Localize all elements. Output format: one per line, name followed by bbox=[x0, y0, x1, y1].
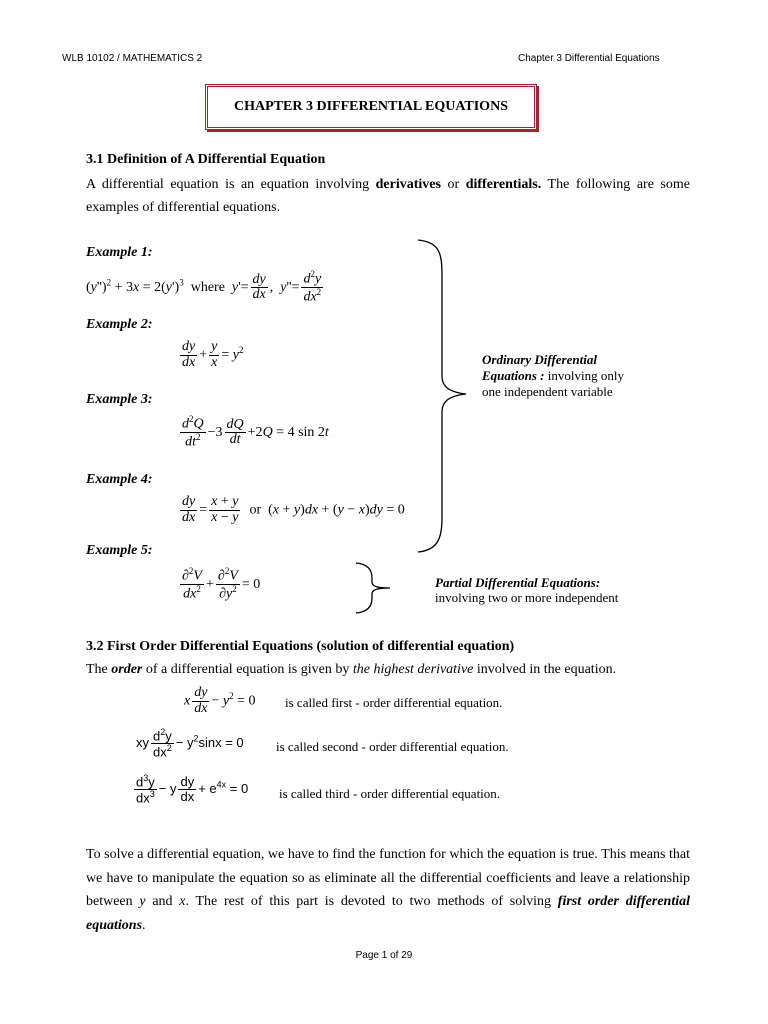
closing-text-e: . bbox=[142, 917, 146, 933]
chapter-title-box bbox=[205, 84, 537, 130]
example-5-label: Example 5: bbox=[86, 543, 153, 558]
second-order-equation: xy $\frac{d^2y}{dx^2}$ − $y^2\sin x = 0$ bbox=[136, 727, 244, 760]
intro-paragraph bbox=[86, 173, 690, 219]
order-word: order bbox=[111, 662, 143, 677]
example-2-label: Example 2: bbox=[86, 317, 153, 332]
intro-text-c: or bbox=[440, 177, 466, 192]
closing-paragraph bbox=[86, 843, 690, 937]
order-text-c: of a differential equation is given by bbox=[142, 662, 353, 677]
closing-text-b: and bbox=[145, 894, 180, 909]
example-3-equation: $\frac{d^2Q}{dt^2}$ −3 $\frac{dQ}{dt}$ +2Q = 4 sin 2t bbox=[182, 414, 329, 450]
ode-note bbox=[482, 352, 632, 400]
closing-text-a: To solve a differential equation, we have to find the function for which the equation is true. This means that we have to manipulate the equation so as eliminate all the differential coefficients and leave a relationship between bbox=[86, 847, 690, 909]
closing-var-x: x bbox=[179, 894, 186, 909]
example-4-equation: $\frac{dy}{dx}$ = $\frac{x + y}{x - y}$ or (x + y)dx + (y − x)dy = 0 bbox=[182, 494, 405, 525]
ode-note-body: involving only one independent variable bbox=[482, 368, 624, 399]
header-left: WLB 10102 / MATHEMATICS 2 bbox=[62, 53, 203, 64]
section-3-2-heading: 3.2 First Order Differential Equations (solution of differential equation) bbox=[86, 639, 515, 654]
pde-brace-icon bbox=[354, 560, 394, 616]
second-order-caption: is called second - order differential equation. bbox=[276, 739, 509, 754]
intro-differentials: differentials. bbox=[465, 177, 542, 192]
highest-derivative: the highest derivative bbox=[352, 662, 474, 677]
ode-note-title: Ordinary Differential Equations : bbox=[482, 352, 597, 383]
order-text-e: involved in the equation. bbox=[473, 662, 617, 677]
closing-first-order: first order differential equations bbox=[86, 894, 690, 933]
first-order-caption: is called first - order differential equation. bbox=[285, 695, 503, 710]
example-1-equation: $(y'')^2 + 3x = 2(y')^3$ where y'= $\frac{dy}{dx}$ , y''= $\frac{d^2y}{dx^2}$ bbox=[86, 269, 322, 305]
example-3-label: Example 3: bbox=[86, 392, 153, 407]
pde-note-body: involving two or more independent bbox=[435, 590, 619, 605]
intro-text-e: The following are some examples of differential equations. bbox=[86, 177, 690, 215]
chapter-title: CHAPTER 3 DIFFERENTIAL EQUATIONS bbox=[234, 99, 508, 114]
example-5-equation: $\frac{\partial^2V}{dx^2}$ + $\frac{\partial^2V}{\partial y^2}$ = 0 bbox=[182, 566, 261, 602]
third-order-equation: $\frac{d^3y}{dx^3}$ − y $\frac{dy}{dx}$ + $e^{4x} = 0$ bbox=[136, 773, 249, 806]
example-2-equation: $\frac{dy}{dx}$ + $\frac{y}{x}$ = $y^2$ bbox=[182, 339, 244, 370]
example-4-label: Example 4: bbox=[86, 472, 153, 487]
closing-text-c: . The rest of this part is devoted to two methods of solving bbox=[185, 894, 558, 909]
intro-text-a: A differential equation is an equation involving bbox=[86, 177, 376, 192]
closing-var-y: y bbox=[139, 894, 146, 909]
section-3-1-heading: 3.1 Definition of A Differential Equation bbox=[86, 152, 326, 167]
order-sentence bbox=[86, 662, 616, 678]
order-text-a: The bbox=[86, 662, 112, 677]
pde-note-title: Partial Differential Equations: bbox=[435, 575, 601, 590]
example-1-label: Example 1: bbox=[86, 245, 153, 260]
third-order-caption: is called third - order differential equation. bbox=[279, 786, 501, 801]
ode-brace-icon bbox=[414, 236, 474, 556]
header-right: Chapter 3 Differential Equations bbox=[518, 53, 660, 64]
first-order-equation: x $\frac{dy}{dx}$ − $y^2 = 0$ bbox=[184, 685, 256, 716]
intro-derivatives: derivatives bbox=[375, 177, 441, 192]
pde-note bbox=[435, 575, 655, 605]
page-footer: Page 1 of 29 bbox=[355, 950, 413, 961]
